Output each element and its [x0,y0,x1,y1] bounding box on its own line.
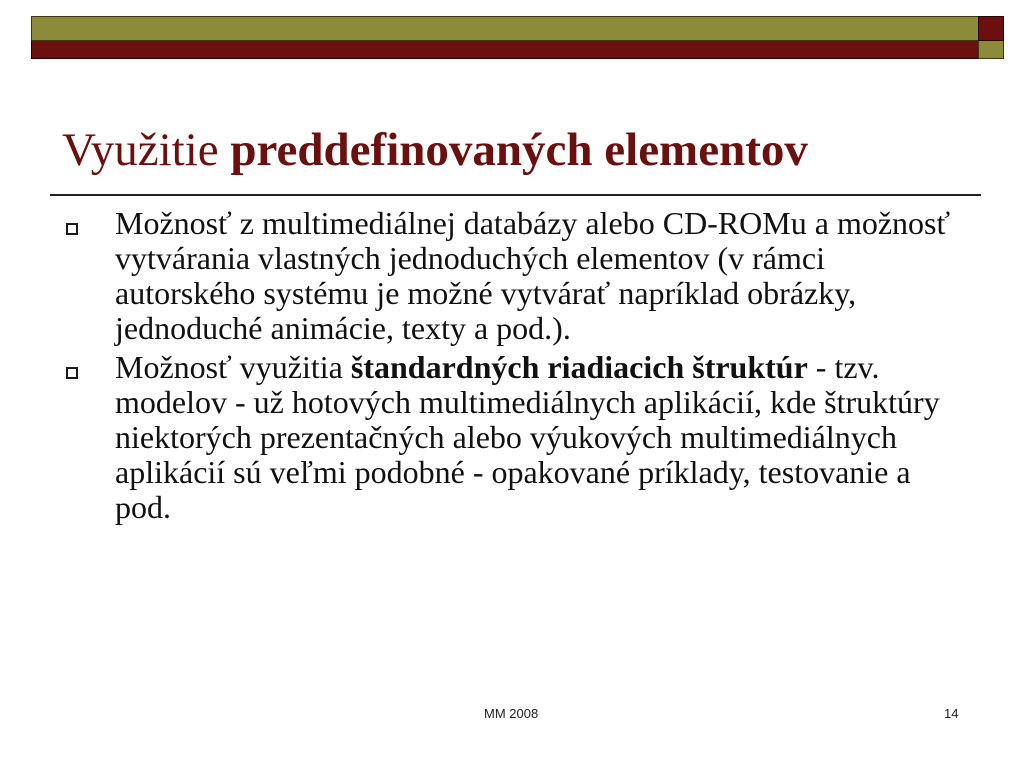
bullet-2-bold: štandardných riadiacich štruktúr [350,349,808,385]
title-divider [50,194,981,196]
title-normal: Využitie [62,124,231,176]
bullet-item-1 [64,206,964,346]
slide-title [62,122,808,178]
corner-square-maroon [978,16,1004,41]
bullet-item-2 [64,350,964,525]
bullet-text-1: Možnosť z multimediálnej databázy alebo CD-ROMu a možnosť vytvárania vlastných jednoduchých elementov (v rámci autorského systému je možné vytvárať napríklad obrázky, jednoduché animácie, texty a pod.). [115,205,951,346]
hollow-square-bullet-icon [66,367,78,379]
footer-label: MM 2008 [484,706,539,721]
slide-number: 14 [944,706,959,721]
title-bold: preddefinovaných elementov [230,124,808,176]
bullet-list [64,206,964,529]
header-band-maroon [31,41,978,59]
header-band-olive [31,16,978,41]
corner-square-olive [978,41,1004,59]
bullet-2-pre: Možnosť využitia [115,349,351,385]
hollow-square-bullet-icon [66,223,78,235]
bullet-2-post: - tzv. modelov - už hotových multimediálnych aplikácií, kde štruktúry niektorých prezentačných alebo výukových multimediálnych aplikácií sú veľmi podobné - opakované príklady, testovanie a pod. [115,349,940,525]
bullet-text-2 [115,350,955,525]
